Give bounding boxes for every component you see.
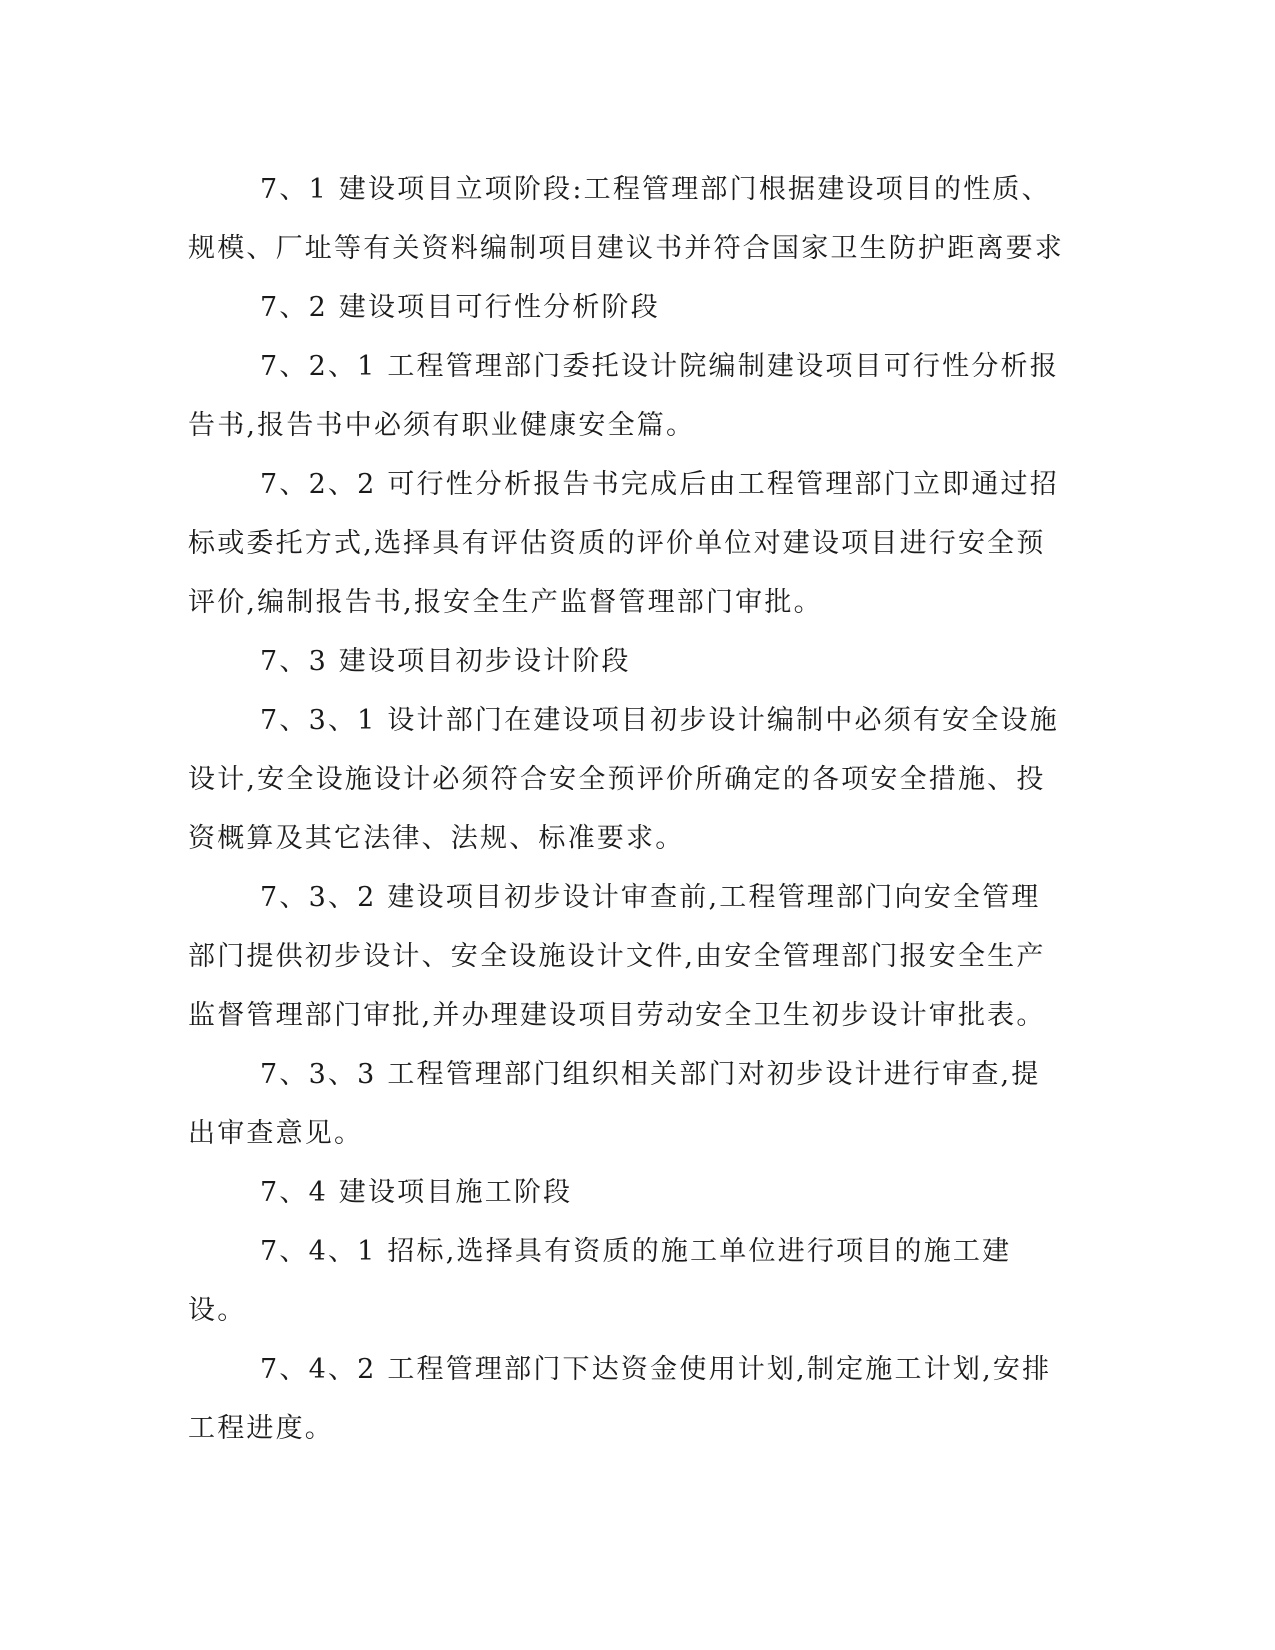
- paragraph-7-1: 7、1 建设项目立项阶段:工程管理部门根据建设项目的性质、规模、厂址等有关资料编制项目建议书并符合国家卫生防护距离要求: [188, 174, 1064, 264]
- paragraph-7-2-2: 7、2、2 可行性分析报告书完成后由工程管理部门立即通过招标或委托方式,选择具有评估资质的评价单位对建设项目进行安全预评价,编制报告书,报安全生产监督管理部门审批。: [188, 469, 1059, 618]
- paragraph-7-4-1: 7、4、1 招标,选择具有资质的施工单位进行项目的施工建设。: [188, 1236, 1012, 1326]
- document-body: [188, 160, 1068, 1458]
- paragraph-7-2-1: 7、2、1 工程管理部门委托设计院编制建设项目可行性分析报告书,报告书中必须有职业健康安全篇。: [188, 351, 1059, 441]
- paragraph-7-3-1: 7、3、1 设计部门在建设项目初步设计编制中必须有安全设施设计,安全设施设计必须符合安全预评价所确定的各项安全措施、投资概算及其它法律、法规、标准要求。: [188, 705, 1059, 854]
- heading-7-3: 7、3 建设项目初步设计阶段: [260, 646, 631, 677]
- heading-7-4: 7、4 建设项目施工阶段: [260, 1177, 573, 1208]
- paragraph-7-4-2: 7、4、2 工程管理部门下达资金使用计划,制定施工计划,安排工程进度。: [188, 1354, 1052, 1444]
- paragraph-7-3-2: 7、3、2 建设项目初步设计审查前,工程管理部门向安全管理部门提供初步设计、安全设施设计文件,由安全管理部门报安全生产监督管理部门审批,并办理建设项目劳动安全卫生初步设计审批表。: [188, 882, 1046, 1031]
- paragraph-7-3-3: 7、3、3 工程管理部门组织相关部门对初步设计进行审查,提出审查意见。: [188, 1059, 1041, 1149]
- heading-7-2: 7、2 建设项目可行性分析阶段: [260, 292, 660, 323]
